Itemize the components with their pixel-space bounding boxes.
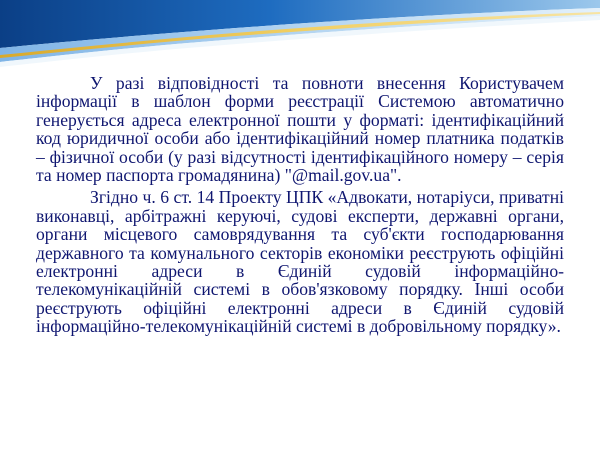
paragraph-cpc-article: Згідно ч. 6 ст. 14 Проекту ЦПК «Адвокати, нотаріуси, приватні виконавці, арбітражні керуючі, судові експерти, державні органи, органи місцевого самоврядування та суб'єкти господарювання державного та комунального секторів економіки реєструють офіційні електронні адреси в Єдиній судовій інформаційно-телекомунікаційній системі в обов'язковому порядку. Інші особи реєструють офіційні електронні адреси в Єдиній судовій інформаційно-телекомунікаційній системі в добровільному порядку». <box>36 187 564 337</box>
paragraph-email-format: У разі відповідності та повноти внесення Користувачем інформації в шаблон форми реєстрації Системою автоматично генерується адреса електронної пошти у форматі: ідентифікаційний код юридичної особи або ідентифікаційний номер платника податків – фізичної особи (у разі відсутності ідентифікаційного номеру – серія та номер паспорта громадянина) "@mail.gov.ua". <box>36 73 564 186</box>
slide-body-text <box>36 74 564 340</box>
header-wave-decoration <box>0 0 600 70</box>
